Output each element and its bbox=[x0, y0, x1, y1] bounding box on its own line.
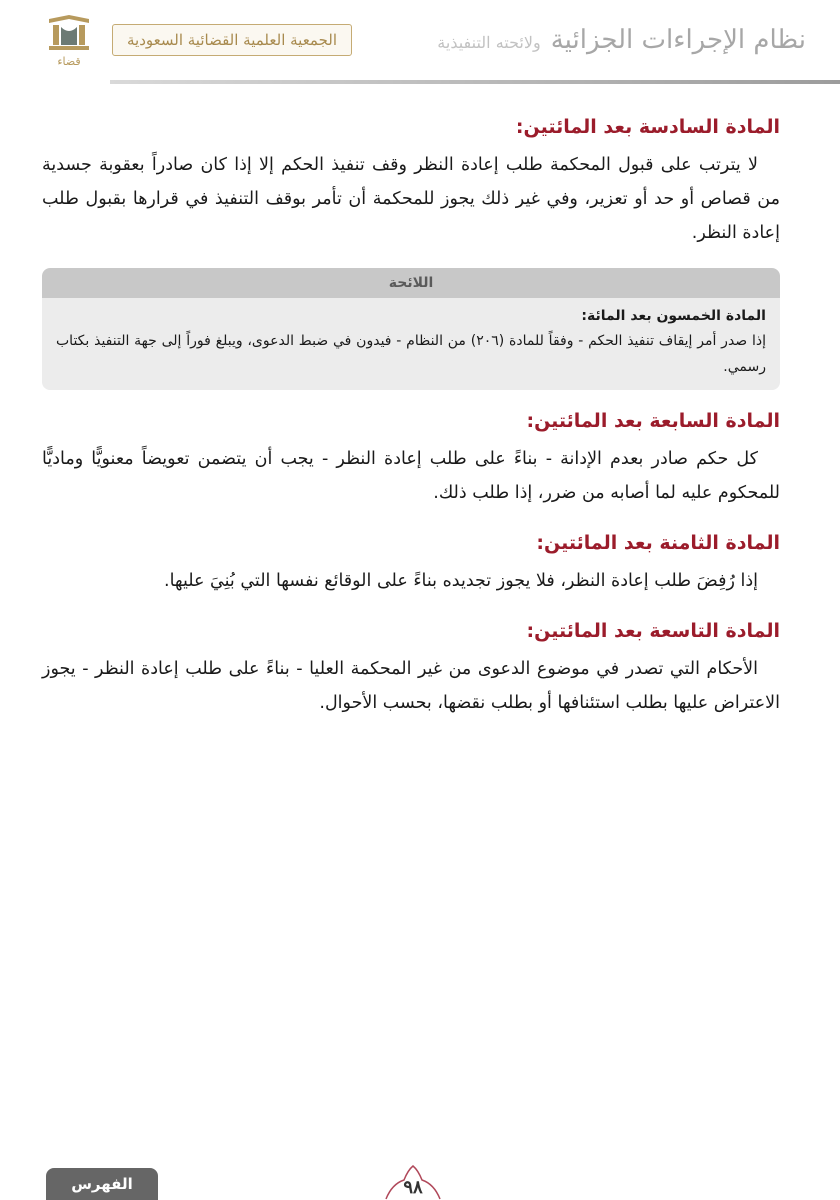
regulation-header: اللائحة bbox=[42, 268, 780, 298]
header-divider bbox=[110, 80, 840, 84]
page-header bbox=[0, 0, 840, 80]
publisher-name: الجمعية العلمية القضائية السعودية bbox=[112, 24, 352, 56]
emblem-icon bbox=[40, 11, 98, 69]
article-title: المادة السادسة بعد المائتين: bbox=[515, 116, 780, 138]
article-title: المادة التاسعة بعد المائتين: bbox=[526, 620, 780, 642]
article-title: المادة السابعة بعد المائتين: bbox=[526, 410, 780, 432]
regulation-text: إذا صدر أمر إيقاف تنفيذ الحكم - وفقاً للمادة (٢٠٦) من النظام - فيدون في ضبط الدعوى، ويبلغ فوراً إلى جهة التنفيذ بكتاب رسمي. bbox=[56, 333, 767, 375]
book-title-main: نظام الإجراءات الجزائية bbox=[550, 25, 806, 55]
article-body: إذا رُفِضَ طلب إعادة النظر، فلا يجوز تجديده بناءً على الوقائع نفسها التي بُنِيَ عليها. bbox=[164, 571, 758, 591]
regulation-title: المادة الخمسون بعد المائة: bbox=[581, 308, 766, 324]
article-208 bbox=[42, 528, 780, 598]
article-207 bbox=[42, 406, 780, 510]
article-body: كل حكم صادر بعدم الإدانة - بناءً على طلب إعادة النظر - يجب أن يتضمن تعويضاً معنويًّا وماديًّا للمحكوم عليه لما أصابه من ضرر، إذا طلب ذلك. bbox=[42, 449, 780, 503]
article-title: المادة الثامنة بعد المائتين: bbox=[536, 532, 780, 554]
page-content bbox=[42, 112, 780, 738]
article-206 bbox=[42, 112, 780, 250]
page-number-text: ٩٨ bbox=[403, 1177, 423, 1198]
article-body: لا يترتب على قبول المحكمة طلب إعادة النظر وقف تنفيذ الحكم إلا إذا كان صادراً بعقوبة جسدية من قصاص أو حد أو تعزير، وفي غير ذلك يجوز للمحكمة أن تأمر بوقف التنفيذ في قرارها بقبول طلب إعادة النظر. bbox=[42, 155, 780, 243]
page-number bbox=[378, 1162, 448, 1200]
index-button[interactable]: الفهرس bbox=[46, 1168, 158, 1200]
publisher-logo bbox=[40, 11, 352, 69]
logo-caption: قضاء bbox=[57, 54, 81, 68]
article-209 bbox=[42, 616, 780, 720]
regulation-box bbox=[42, 268, 780, 390]
regulation-body bbox=[42, 298, 780, 390]
article-body: الأحكام التي تصدر في موضوع الدعوى من غير المحكمة العليا - بناءً على طلب إعادة النظر - يجوز الاعتراض عليها بطلب استئنافها أو بطلب نقضها، بحسب الأحوال. bbox=[42, 659, 780, 713]
book-title-sub: ولائحته التنفيذية bbox=[437, 33, 541, 52]
book-title bbox=[437, 25, 806, 55]
